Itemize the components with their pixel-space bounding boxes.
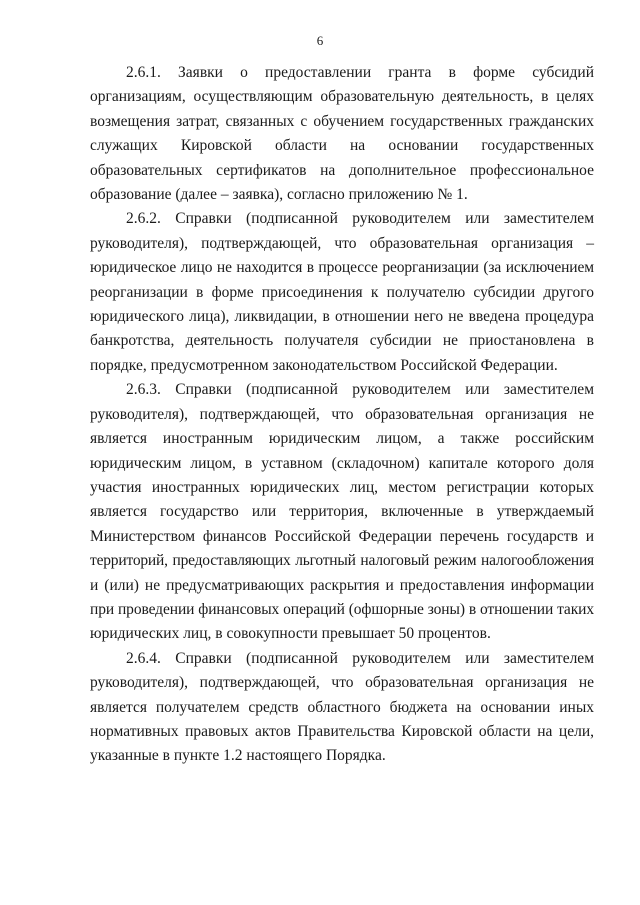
text-line: 2.6.4. Справки (подписанной руководителем или заместителем [126,649,594,667]
text-line: является получателем средств областного бюджета на основании иных [90,698,594,716]
text-line: организациям, осуществляющим образовательную деятельность, в целях [90,88,594,106]
text-line: и (или) не предусматривающих раскрытия и предоставления информации [90,576,594,594]
document-body [90,61,594,769]
text-line: порядке, предусмотренном законодательством Российской Федерации. [90,356,558,374]
text-line: служащих Кировской области на основании государственных [90,137,594,155]
text-line: руководителя), подтверждающей, что образовательная организация не [90,674,594,692]
text-line: является иностранным юридическим лицом, а также российским [90,430,594,448]
text-line: территорий, предоставляющих льготный налоговый режим налогообложения [90,552,594,570]
page-number: 6 [316,33,324,48]
text-line: образование (далее – заявка), согласно приложению № 1. [90,186,468,204]
text-line: образовательных сертификатов на дополнительное профессиональное [90,161,594,179]
text-line: при проведении финансовых операций (офшорные зоны) в отношении таких [90,600,594,618]
paragraph-2-6-1 [90,61,594,207]
text-line: юридических лиц, в совокупности превышает 50 процентов. [90,625,491,643]
text-line: банкротства, деятельность получателя субсидии не приостановлена в [90,332,594,350]
text-line: 2.6.2. Справки (подписанной руководителем или заместителем [126,210,594,228]
text-line: является государство или территория, включенные в утверждаемый [90,503,594,521]
text-line: указанные в пункте 1.2 настоящего Порядка. [90,747,386,765]
paragraph-2-6-2 [90,207,594,378]
text-line: реорганизации в форме присоединения к получателю субсидии другого [90,283,594,301]
text-line: руководителя), подтверждающей, что образовательная организация – [90,234,594,252]
text-line: нормативных правовых актов Правительства Кировской области на цели, [90,722,594,740]
text-line: Министерством финансов Российской Федерации перечень государств и [90,527,594,545]
paragraph-2-6-4 [90,647,594,769]
text-line: 2.6.3. Справки (подписанной руководителем или заместителем [126,381,594,399]
text-line: возмещения затрат, связанных с обучением государственных гражданских [90,112,594,130]
text-line: юридического лица), ликвидации, в отношении него не введена процедура [90,308,594,326]
text-line: 2.6.1. Заявки о предоставлении гранта в форме субсидий [126,64,594,81]
text-line: юридическое лицо не находится в процессе реорганизации (за исключением [90,259,594,277]
text-line: руководителя), подтверждающей, что образовательная организация не [90,405,594,423]
text-line: юридическим лицом, в уставном (складочном) капитале которого доля [90,454,594,472]
paragraph-2-6-3 [90,378,594,646]
text-line: участия иностранных юридических лиц, местом регистрации которых [90,478,594,496]
